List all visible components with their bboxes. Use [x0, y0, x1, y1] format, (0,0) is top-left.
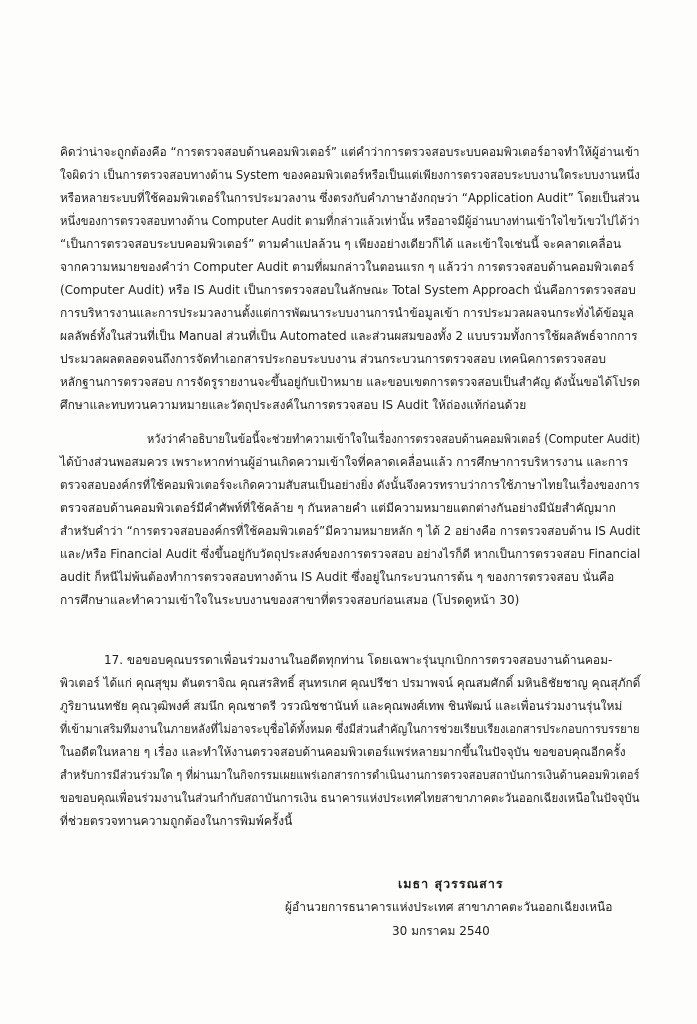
paragraph-3-line: ภูริยานนทชัย คุณวุฒิพงศ์ สมนึก คุณชาตรี วรวณิชชานันท์ และคุณพงศ์เทพ ชินพัฒน์ และเพื่อนร่วมงานรุ่นใหม่: [60, 699, 623, 713]
signature-position: ผู้อำนวยการธนาคารแห่งประเทศ สาขาภาคตะวันออกเฉียงเหนือ: [285, 900, 613, 914]
paragraph-3-line: ขอขอบคุณเพื่อนร่วมงานในส่วนกำกับสถาบันการเงิน ธนาคารแห่งประเทศไทยสาขาภาคตะวันออกเฉียงเหนือในปัจจุบัน: [60, 791, 640, 805]
paragraph-1-line: หลักฐานการตรวจสอบ การจัดรูรายงานจะขึ้นอยู่กับเป้าหมาย และขอบเขตการตรวจสอบเป็นสำคัญ ดังนั้นขอได้โปรด: [60, 375, 641, 389]
paragraph-1-line: “เป็นการตรวจสอบระบบคอมพิวเตอร์” ตามคำแปลล้วน ๆ เพียงอย่างเดียวก็ได้ และเข้าใจเช่นนี้ จะคลาดเคลื่อน: [60, 237, 622, 251]
signature-date: 30 มกราคม 2540: [392, 924, 490, 938]
paragraph-3-line: สำหรับการมีส่วนร่วมใด ๆ ที่ผ่านมาในกิจกรรมเผยแพร่เอกสารการดำเนินงานการตรวจสอบสถาบันการเงินด้านคอมพิวเตอร์: [60, 768, 640, 782]
paragraph-3-line: ในอดีตในหลาย ๆ เรื่อง และทำให้งานตรวจสอบด้านคอมพิวเตอร์แพร่หลายมากขึ้นในปัจจุบัน ขอขอบคุณอีกครั้ง: [60, 745, 626, 759]
paragraph-2-line: ตรวจสอบองค์กรที่ใช้คอมพิวเตอร์จะเกิดความสับสนเป็นอย่างยิ่ง ดังนั้นจึงควรทราบว่าการใช้ภาษาไทยในเรื่องของการ: [60, 478, 640, 492]
paragraph-2-line: ได้บ้างส่วนพอสมควร เพราะหากท่านผู้อ่านเกิดความเข้าใจที่คลาดเคลื่อนแล้ว การศึกษาการบริหารงาน และการ: [60, 455, 629, 469]
paragraph-1-line: หนึ่งของการตรวจสอบทางด้าน Computer Audit ตามที่กล่าวแล้วเท่านั้น หรืออาจมีผู้อ่านบางท่านเข้าใจไขว้เขวไปได้ว่า: [60, 214, 640, 228]
paragraph-1-line: จากความหมายของคำว่า Computer Audit ตามที่ผมกล่าวในตอนแรก ๆ แล้วว่า การตรวจสอบด้านคอมพิวเตอร์: [60, 260, 635, 274]
paragraph-3-line: ที่ช่วยตรวจทานความถูกต้องในการพิมพ์ครั้งนี้: [60, 814, 293, 828]
paragraph-2-line: หวังว่าคำอธิบายในข้อนี้จะช่วยทำความเข้าใจในเรื่องการตรวจสอบด้านคอมพิวเตอร์ (Computer Audit): [147, 432, 641, 446]
paragraph-3-line: พิวเตอร์ ได้แก่ คุณสุขุม ตันตราจิณ คุณสรสิทธิ์ สุนทรเกศ คุณปรีชา ปรมาพจน์ คุณสมศักดิ์ มหินธิชัยชาญ คุณสุภักดิ์: [60, 676, 641, 690]
paragraph-2-line: สำหรับคำว่า “การตรวจสอบองค์กรที่ใช้คอมพิวเตอร์”มีความหมายหลัก ๆ ได้ 2 อย่างคือ การตรวจสอบด้าน IS Audit: [60, 524, 641, 538]
paragraph-3-line: ที่เข้ามาเสริมทีมงานในภายหลังที่ไม่อาจระบุชื่อได้ทั้งหมด ซึ่งมีส่วนสำคัญในการช่วยเรียบเรียงเอกสารประกอบการบรรยาย: [60, 722, 640, 736]
paragraph-1-line: หรือหลายระบบที่ใช้คอมพิวเตอร์ในการประมวลงาน ซึ่งตรงกับคำภาษาอังกฤษว่า “Application Audit” โดยเป็นส่วน: [60, 191, 640, 205]
paragraph-1-line: ผลลัพธ์ทั้งในส่วนที่เป็น Manual ส่วนที่เป็น Automated และส่วนผสมของทั้ง 2 แบบรวมทั้งการใช้ผลลัพธ์จากการ: [60, 329, 638, 343]
paragraph-3-line: 17. ขอขอบคุณบรรดาเพื่อนร่วมงานในอดีตทุกท่าน โดยเฉพาะรุ่นบุกเบิกการตรวจสอบงานด้านคอม-: [104, 653, 613, 667]
paragraph-2-line: audit ก็หนีไม่พ้นต้องทำการตรวจสอบทางด้าน IS Audit ซึ่งอยู่ในกระบวนการต้น ๆ ของการตรวจสอบ นั่นคือ: [60, 570, 615, 584]
paragraph-2-line: และ/หรือ Financial Audit ซึ่งขึ้นอยู่กับวัตถุประสงค์ของการตรวจสอบ อย่างไรก็ดี หากเป็นการตรวจสอบ Financial: [60, 547, 641, 561]
paragraph-1-line: คิดว่าน่าจะถูกต้องคือ “การตรวจสอบด้านคอมพิวเตอร์” แต่คำว่าการตรวจสอบระบบคอมพิวเตอร์อาจทำให้ผู้อ่านเข้า: [60, 145, 640, 159]
paragraph-1-line: ประมวลผลตลอดจนถึงการจัดทำเอกสารประกอบระบบงาน ส่วนกระบวนการตรวจสอบ เทคนิคการตรวจสอบ: [60, 352, 607, 366]
paragraph-1-line: ศึกษาและทบทวนความหมายและวัตถุประสงค์ในการตรวจสอบ IS Audit ให้ถ่องแท้ก่อนด้วย: [60, 398, 527, 412]
paragraph-1-line: ใจผิดว่า เป็นการตรวจสอบทางด้าน System ของคอมพิวเตอร์หรือเป็นแต่เพียงการตรวจสอบระบบงานใดระบบงานหนึ่ง: [60, 168, 640, 182]
paragraph-1-line: (Computer Audit) หรือ IS Audit เป็นการตรวจสอบในลักษณะ Total System Approach นั่นคือการตรวจสอบ: [60, 283, 636, 297]
paragraph-2-line: การศึกษาและทำความเข้าใจในระบบงานของสาขาที่ตรวจสอบก่อนเสมอ (โปรดดูหน้า 30): [60, 593, 520, 607]
signature-name: เมธา สุวรรณสาร: [398, 876, 504, 891]
paragraph-1-line: การบริหารงานและการประมวลงานตั้งแต่การพัฒนาระบบงานการนำข้อมูลเข้า การประมวลผลจนกระทั่งได้ข้อมูล: [60, 306, 634, 320]
paragraph-2-line: ตรวจสอบด้านคอมพิวเตอร์มีคำศัพท์ที่ใช้คล้าย ๆ กันหลายคำ แต่มีความหมายแตกต่างกันอย่างมีนัยสำคัญมาก: [60, 501, 616, 515]
